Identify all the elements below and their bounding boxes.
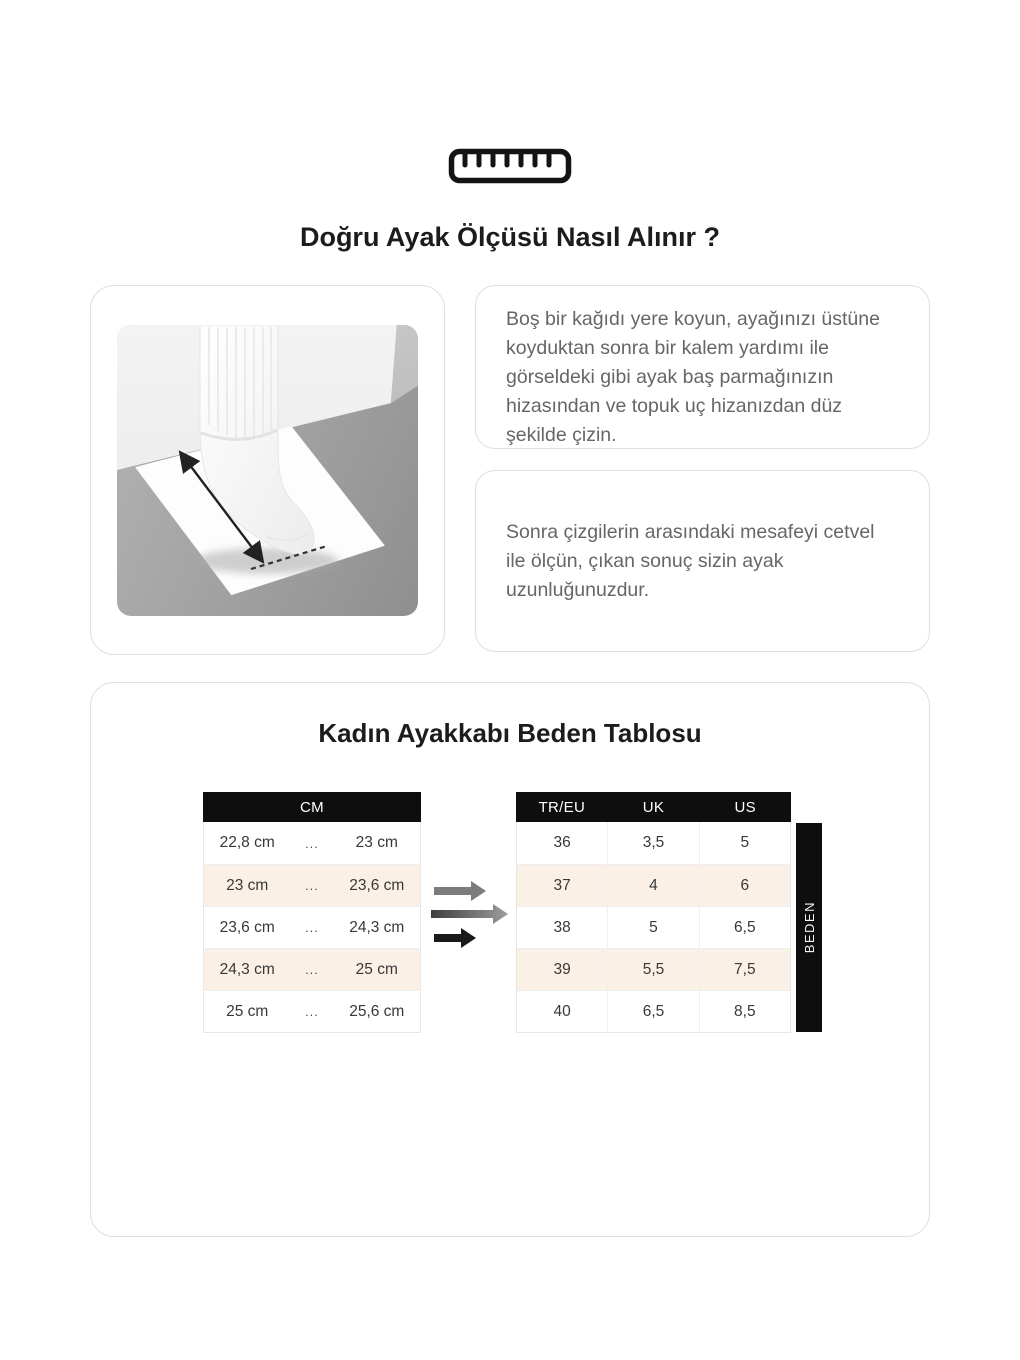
instruction-step-2-text: Sonra çizgilerin arasındaki mesafeyi cetvel ile ölçün, çıkan sonuç sizin ayak uzunluğunuzdur. — [506, 520, 875, 601]
tr-eu-value: 36 — [553, 834, 571, 851]
table-row — [517, 864, 790, 906]
size-tables-area — [91, 792, 929, 1032]
range-dots: ... — [305, 920, 319, 935]
arrow-bottom — [434, 928, 476, 948]
instruction-step-1 — [475, 285, 930, 449]
beden-side-label — [796, 823, 822, 1032]
instruction-step-1-text: Boş bir kağıdı yere koyun, ayağınızı üstüne koyduktan sonra bir kalem yardımı ile görseldeki gibi ayak baş parmağınızın hizasından ve topuk uç hizanızdan düz şekilde çizin. — [506, 308, 880, 446]
uk-value: 3,5 — [607, 822, 698, 864]
cm-table — [203, 792, 421, 1033]
cm-from: 23 cm — [226, 876, 269, 894]
tr-eu-value: 38 — [553, 918, 571, 936]
uk-value: 6,5 — [607, 991, 698, 1032]
instruction-text-column — [475, 285, 930, 655]
cm-header-label: CM — [300, 798, 324, 816]
beden-side-label-text: BEDEN — [801, 901, 817, 954]
range-dots: ... — [305, 1004, 319, 1019]
cm-from: 25 cm — [226, 1002, 269, 1020]
tr-eu-value: 39 — [553, 960, 571, 978]
cm-from: 23,6 cm — [219, 918, 275, 936]
cm-to: 23,6 cm — [349, 876, 405, 894]
conversion-arrows-icon — [429, 874, 514, 956]
us-value: 6,5 — [699, 907, 790, 948]
arrow-top — [434, 881, 486, 901]
us-value: 8,5 — [699, 991, 790, 1032]
cm-table-header — [203, 792, 421, 822]
cm-to: 25 cm — [355, 960, 398, 978]
uk-value: 4 — [607, 865, 698, 906]
header-uk: UK — [642, 798, 665, 816]
table-row — [517, 990, 790, 1032]
tr-eu-value: 40 — [553, 1002, 571, 1020]
size-table-body — [516, 822, 791, 1033]
arrow-middle — [431, 904, 508, 924]
cm-to: 24,3 cm — [349, 918, 405, 936]
table-row — [517, 906, 790, 948]
size-chart-card — [90, 682, 930, 1237]
sock-foot-illustration — [117, 325, 418, 616]
page-title: Doğru Ayak Ölçüsü Nasıl Alınır ? — [299, 222, 721, 252]
range-dots: ... — [305, 878, 319, 893]
table-row — [517, 948, 790, 990]
cm-table-body — [203, 822, 421, 1033]
size-conversion-table — [516, 792, 791, 1033]
uk-value: 5,5 — [607, 949, 698, 990]
range-dots: ... — [305, 835, 319, 851]
cm-from: 22,8 cm — [219, 834, 275, 851]
table-row — [204, 822, 420, 864]
us-value: 7,5 — [699, 949, 790, 990]
ruler-icon — [448, 148, 572, 185]
size-chart-title: Kadın Ayakkabı Beden Tablosu — [318, 718, 702, 748]
header-tr-eu: TR/EU — [538, 798, 586, 816]
table-row — [517, 822, 790, 864]
uk-value: 5 — [607, 907, 698, 948]
measurement-instructions-section — [90, 285, 930, 655]
instruction-step-2 — [475, 470, 930, 652]
foot-photo-card — [90, 285, 445, 655]
table-row — [204, 948, 420, 990]
size-table-header — [516, 792, 791, 822]
cm-to: 25,6 cm — [349, 1002, 405, 1020]
us-value: 6 — [699, 865, 790, 906]
header-us: US — [734, 798, 756, 816]
table-row — [204, 864, 420, 906]
range-dots: ... — [305, 962, 319, 977]
ruler-icon-wrap — [0, 148, 1020, 185]
us-value: 5 — [699, 822, 790, 864]
foot-shadow — [195, 548, 339, 574]
table-row — [204, 990, 420, 1032]
table-row — [204, 906, 420, 948]
foot-measurement-photo — [117, 325, 418, 616]
tr-eu-value: 37 — [553, 876, 571, 894]
cm-to: 23 cm — [355, 834, 398, 851]
cm-from: 24,3 cm — [219, 960, 275, 978]
